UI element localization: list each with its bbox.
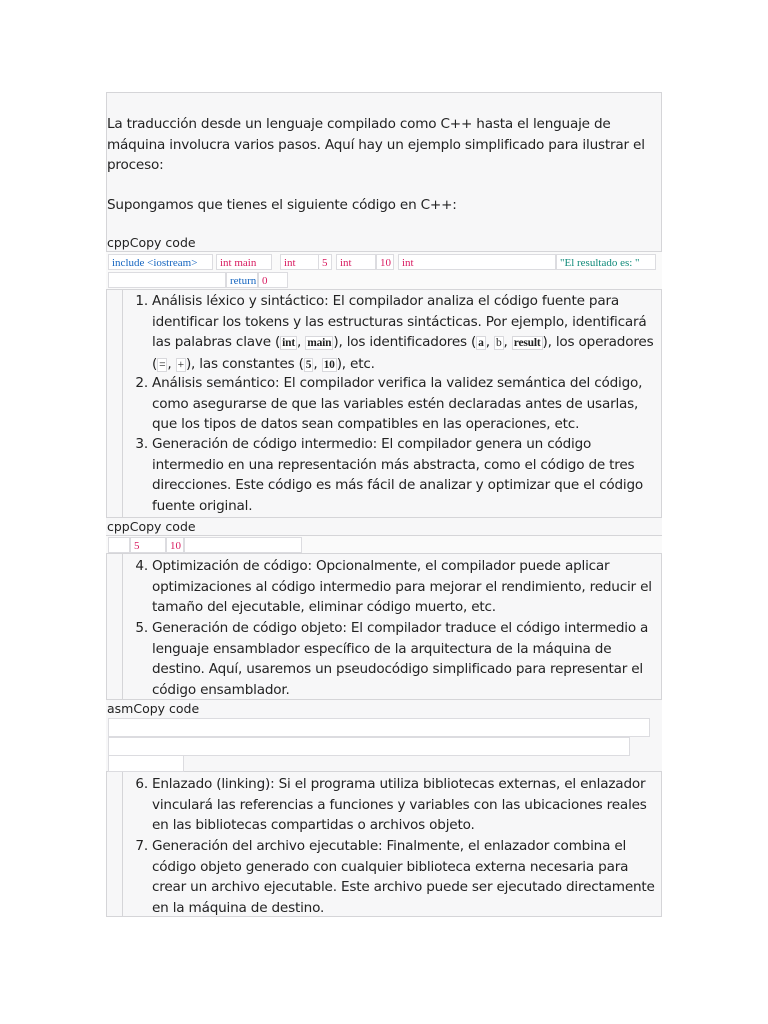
list-item-text: Análisis léxico y sintáctico: El compilador analiza el código fuente para identificar los tokens y las estructuras sintácticas. Por ejemplo, identificará las palabras clave ( int , main ), los identificadores ( a , b , result ), los operadores ( = , + ), las constantes ( 5 , 10 ), etc. (152, 293, 654, 372)
list-item-text: Generación de código objeto: El compilador traduce el código intermedio a lenguaje ensamblador específico de la arquitectura de la máquina de destino. Aquí, usaremos un pseudocódigo simplificado para representar el código ensamblador. (152, 620, 649, 698)
list-item-number: 2. (135, 375, 148, 391)
code-token-number: 10 (376, 254, 394, 270)
code-token-keyword: int (280, 254, 328, 270)
code-token-faded (184, 537, 302, 553)
code-block-3-label[interactable]: asmCopy code (107, 701, 200, 716)
intro-lead-in: Supongamos que tienes el siguiente código en C++: (107, 197, 457, 213)
code-line-faded (108, 755, 184, 772)
code-token-number: 10 (166, 537, 184, 553)
code-block-1-label[interactable]: cppCopy code (107, 235, 196, 250)
code-token-number: 0 (258, 272, 288, 288)
code-token-number: 5 (318, 254, 332, 270)
list-item-text: Análisis semántico: El compilador verifica la validez semántica del código, como asegurarse de que las variables estén declaradas antes de usarlas, que los tipos de datos sean compatibles en las operaciones, etc. (152, 375, 643, 432)
list-item-number: 6. (135, 776, 148, 792)
list-item-number: 4. (135, 558, 148, 574)
list-item-text: Optimización de código: Opcionalmente, el compilador puede aplicar optimizaciones al código intermedio para mejorar el rendimiento, reducir el tamaño del ejecutable, eliminar código muerto, etc. (152, 558, 652, 615)
list-item-number: 1. (135, 293, 148, 309)
code-line-faded (108, 737, 630, 756)
code-token-keyword: int (336, 254, 376, 270)
code-token-faded (108, 272, 226, 288)
code-token-keyword: int (398, 254, 556, 270)
code-token-keyword: int main (216, 254, 272, 270)
code-token-return: return (226, 272, 258, 288)
list-item-number: 5. (135, 620, 148, 636)
code-token-number: 5 (130, 537, 166, 553)
list-item-text: Generación de código intermedio: El compilador genera un código intermedio en una representación más abstracta, como el código de tres direcciones. Este código es más fácil de analizar y optimizar que el código fuente original. (152, 436, 644, 514)
code-block-2-label[interactable]: cppCopy code (107, 519, 196, 534)
list-item-text: Enlazado (linking): Si el programa utiliza bibliotecas externas, el enlazador vinculará las referencias a funciones y variables con las ubicaciones reales en las bibliotecas compartidas o archivos objeto. (152, 776, 647, 833)
list-item-number: 3. (135, 436, 148, 452)
code-token-faded (108, 537, 130, 553)
intro-paragraph: La traducción desde un lenguaje compilado como C++ hasta el lenguaje de máquina involucra varios pasos. Aquí hay un ejemplo simplificado para ilustrar el proceso: (107, 116, 645, 173)
list-item-number: 7. (135, 838, 148, 854)
code-token-string: "El resultado es: " (556, 254, 656, 270)
code-line-faded (108, 718, 650, 737)
code-token-include: include <iostream> (108, 254, 213, 270)
list-item-text: Generación del archivo ejecutable: Finalmente, el enlazador combina el código objeto generado con cualquier biblioteca externa necesaria para crear un archivo ejecutable. Este archivo puede ser ejecutado directamente en la máquina de destino. (152, 838, 655, 916)
